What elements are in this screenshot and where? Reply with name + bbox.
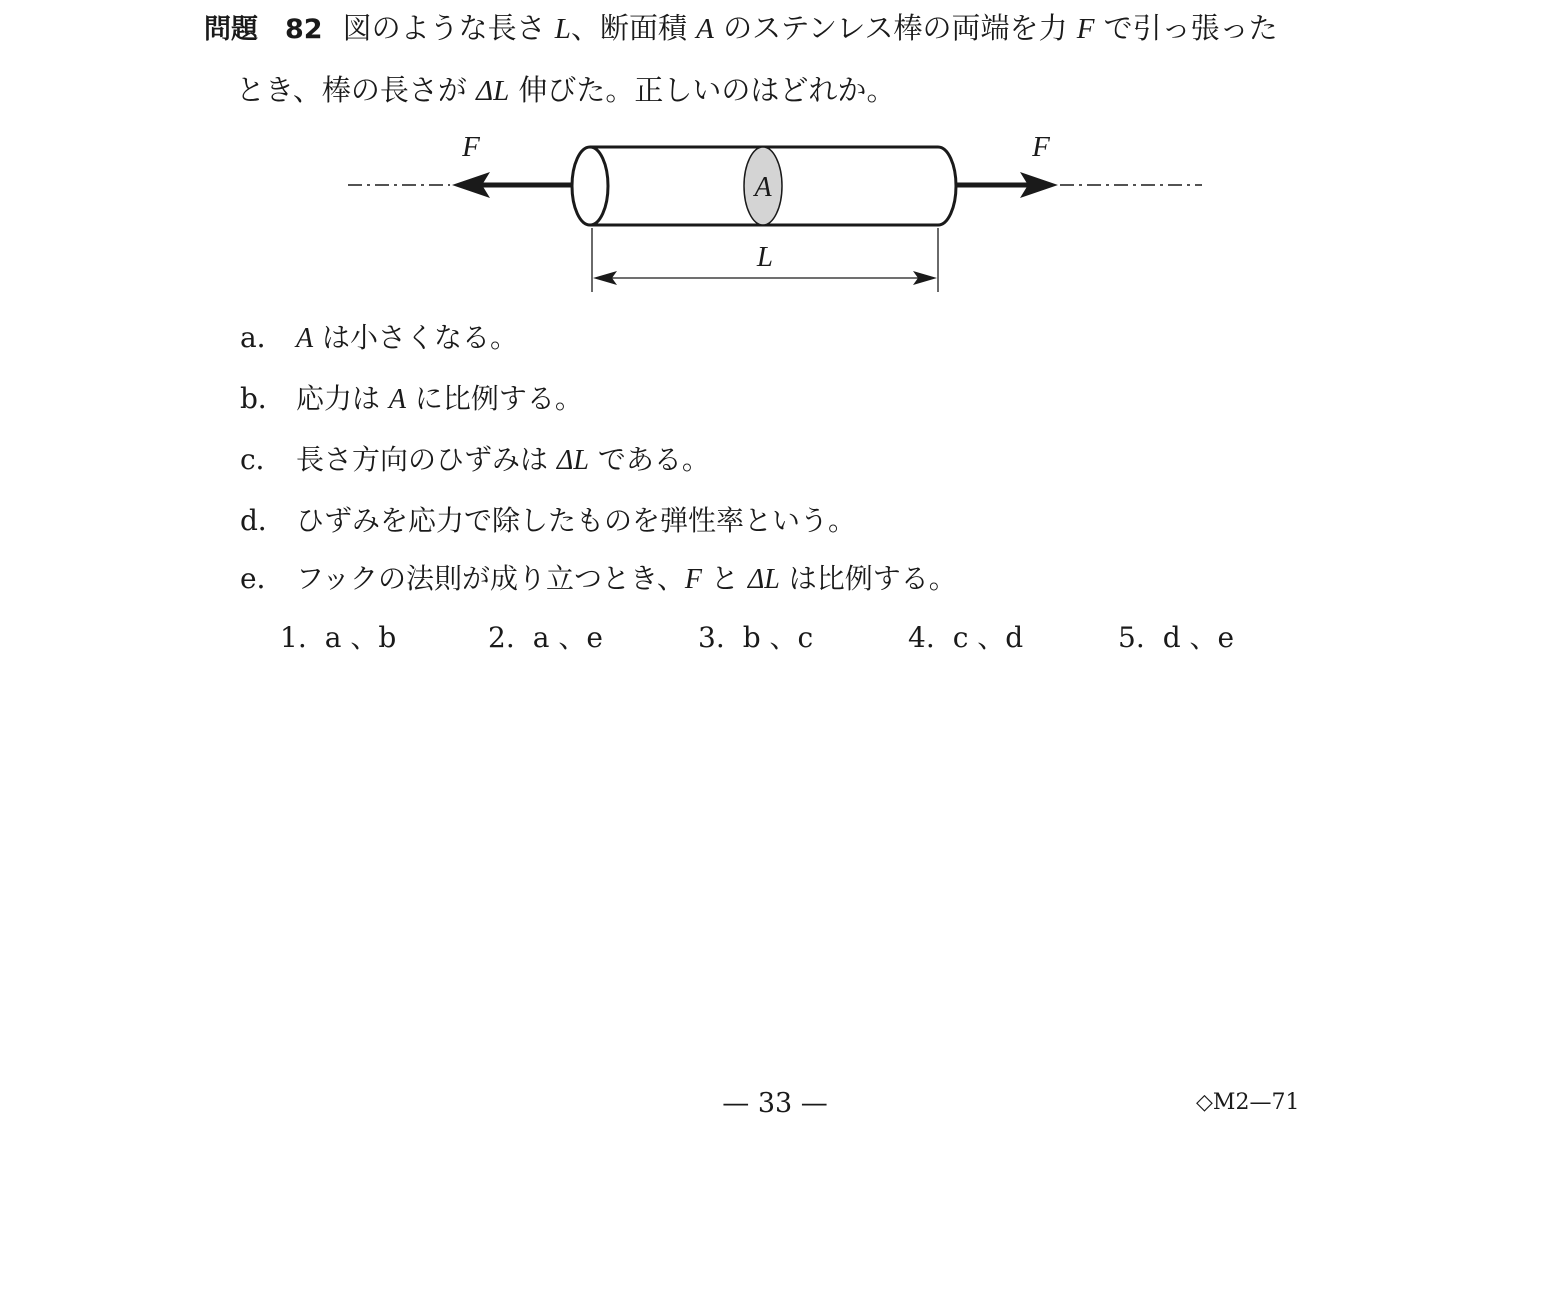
statement-letter: a． <box>240 321 285 354</box>
length-label: L <box>756 241 774 273</box>
statement-text: ひずみを応力で除したものを弾性率という。 <box>296 504 857 537</box>
statement-letter: d． <box>240 504 286 537</box>
question-line-2 <box>236 72 895 109</box>
choice-number: 5. <box>1118 621 1145 654</box>
answer-choice-1[interactable] <box>280 620 396 656</box>
statement-a <box>240 320 518 357</box>
force-label-left: F <box>462 131 480 163</box>
statement-text: は比例する。 <box>779 562 957 595</box>
question-text: とき、棒の長さが <box>236 73 477 107</box>
force-label-right: F <box>1032 131 1050 163</box>
answer-choice-3[interactable] <box>698 620 813 656</box>
var-elongation: ΔL <box>747 564 780 595</box>
statement-text: フックの法則が成り立つとき、 <box>296 562 685 595</box>
rod-tension-figure <box>330 120 1230 310</box>
var-force: F <box>1076 13 1095 45</box>
choice-text: c 、d <box>952 621 1024 654</box>
choice-text: b 、c <box>742 621 814 654</box>
var-force: F <box>684 564 703 595</box>
question-number: 問題 82 <box>204 14 323 45</box>
statement-text: に比例する。 <box>406 382 583 415</box>
exam-code: ◇M2—71 <box>1196 1090 1300 1115</box>
choice-number: 2. <box>488 621 515 654</box>
choice-number: 3. <box>698 621 725 654</box>
statement-text: である。 <box>588 443 710 476</box>
statement-text: と <box>702 562 748 595</box>
statement-letter: c． <box>240 443 284 476</box>
statement-text: 長さ方向のひずみは <box>296 443 557 476</box>
statement-b <box>240 381 583 418</box>
question-text: で引っ張った <box>1094 11 1278 45</box>
left-force-arrow <box>452 172 590 198</box>
statement-e <box>240 561 957 598</box>
question-text: 伸びた。正しいのはどれか。 <box>509 73 896 107</box>
question-text: のステンレス棒の両端を力 <box>713 11 1077 45</box>
choice-text: d 、e <box>1162 621 1235 654</box>
choice-text: a 、b <box>324 621 397 654</box>
statement-text: は小さくなる。 <box>313 321 519 354</box>
statement-text: 応力は <box>296 382 389 415</box>
choice-text: a 、e <box>532 621 603 654</box>
statement-letter: b． <box>240 382 286 415</box>
statement-d <box>240 503 856 539</box>
var-area: A <box>388 384 407 415</box>
choice-number: 4. <box>908 621 935 654</box>
answer-choice-2[interactable] <box>488 620 603 656</box>
right-force-arrow <box>956 172 1058 198</box>
statement-letter: e． <box>240 562 285 595</box>
statement-c <box>240 442 710 479</box>
area-label: A <box>754 172 772 203</box>
answer-choice-5[interactable] <box>1118 620 1234 656</box>
choice-number: 1. <box>280 621 307 654</box>
var-area: A <box>296 323 314 354</box>
var-area: A <box>696 13 714 45</box>
question-text: 、断面積 <box>570 11 697 45</box>
page-number: — 33 — <box>722 1088 828 1119</box>
var-elongation: ΔL <box>556 445 589 476</box>
var-length: L <box>554 13 571 45</box>
var-elongation: ΔL <box>476 75 510 107</box>
question-text: 図のような長さ <box>342 11 555 45</box>
answer-choice-4[interactable] <box>908 620 1023 656</box>
question-line-1 <box>204 10 1278 48</box>
